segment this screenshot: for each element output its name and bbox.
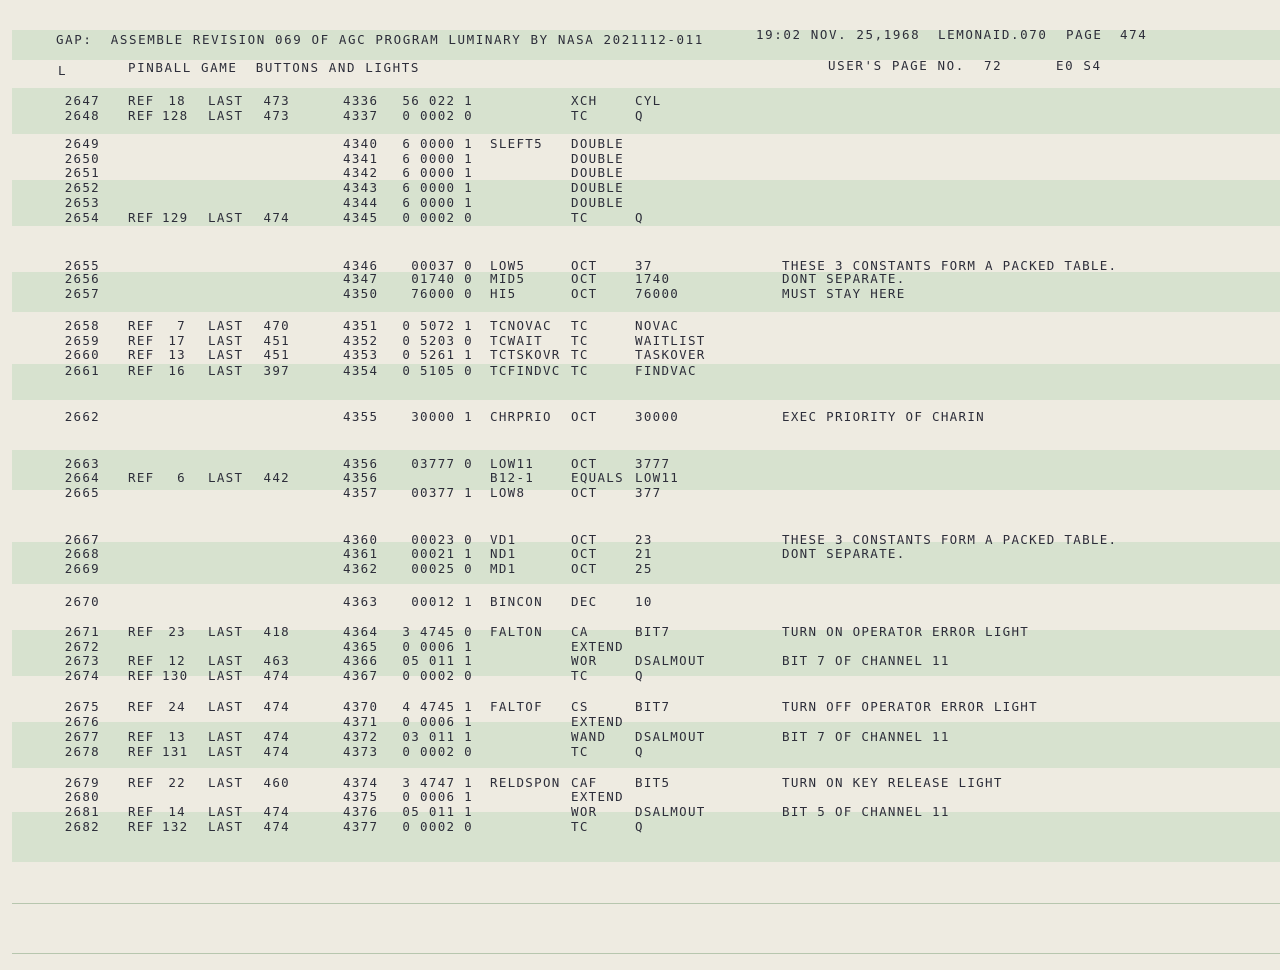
- last-page: 474: [263, 744, 290, 759]
- machine-code: 05 011 1: [402, 653, 473, 668]
- opcode: XCH: [571, 93, 598, 108]
- operand: LOW11: [635, 470, 680, 485]
- address: 4356: [343, 470, 379, 485]
- line-number: 2662: [64, 409, 100, 424]
- address: 4345: [343, 210, 379, 225]
- operand: 76000: [635, 286, 680, 301]
- ref-label: REF: [128, 804, 155, 819]
- listing-title: GAP: ASSEMBLE REVISION 069 OF AGC PROGRAM LUMINARY BY NASA 2021112-011: [56, 32, 704, 47]
- address: 4367: [343, 668, 379, 683]
- last-page: 442: [263, 470, 290, 485]
- symbol-label: RELDSPON: [490, 775, 561, 790]
- last-label: LAST: [208, 333, 244, 348]
- comment: BIT 7 OF CHANNEL 11: [782, 729, 950, 744]
- users-page-label: USER'S PAGE NO.: [828, 58, 965, 73]
- line-number: 2664: [64, 470, 100, 485]
- ref-number: 22: [168, 775, 186, 790]
- address: 4362: [343, 561, 379, 576]
- address: 4363: [343, 594, 379, 609]
- machine-code: 0 0002 0: [402, 819, 473, 834]
- machine-code: 76000 0: [411, 286, 473, 301]
- last-label: LAST: [208, 363, 244, 378]
- address: 4360: [343, 532, 379, 547]
- symbol-label: LOW5: [490, 258, 526, 273]
- address: 4342: [343, 165, 379, 180]
- ref-number: 23: [168, 624, 186, 639]
- ref-label: REF: [128, 624, 155, 639]
- last-label: LAST: [208, 819, 244, 834]
- operand: 25: [635, 561, 653, 576]
- machine-code: 00021 1: [411, 546, 473, 561]
- operand: WAITLIST: [635, 333, 706, 348]
- machine-code: 0 0006 1: [402, 789, 473, 804]
- address: 4376: [343, 804, 379, 819]
- operand: DSALMOUT: [635, 729, 706, 744]
- last-page: 470: [263, 318, 290, 333]
- ref-label: REF: [128, 108, 155, 123]
- ref-label: REF: [128, 210, 155, 225]
- symbol-label: ND1: [490, 546, 517, 561]
- paper-band: [12, 180, 1280, 226]
- last-label: LAST: [208, 624, 244, 639]
- line-number: 2671: [64, 624, 100, 639]
- opcode: EXTEND: [571, 639, 624, 654]
- opcode: OCT: [571, 409, 598, 424]
- ref-label: REF: [128, 668, 155, 683]
- line-number: 2665: [64, 485, 100, 500]
- opcode: DOUBLE: [571, 136, 624, 151]
- opcode: TC: [571, 108, 589, 123]
- address: 4365: [343, 639, 379, 654]
- last-page: 460: [263, 775, 290, 790]
- ref-number: 7: [177, 318, 186, 333]
- address: 4361: [343, 546, 379, 561]
- line-number: 2653: [64, 195, 100, 210]
- ref-number: 129: [162, 210, 189, 225]
- comment: TURN OFF OPERATOR ERROR LIGHT: [782, 699, 1038, 714]
- line-number: 2669: [64, 561, 100, 576]
- address: 4355: [343, 409, 379, 424]
- opcode: EXTEND: [571, 714, 624, 729]
- machine-code: 6 0000 1: [402, 165, 473, 180]
- opcode: TC: [571, 318, 589, 333]
- symbol-label: HI5: [490, 286, 517, 301]
- ref-number: 14: [168, 804, 186, 819]
- machine-code: 0 0006 1: [402, 639, 473, 654]
- line-number: 2675: [64, 699, 100, 714]
- last-label: LAST: [208, 210, 244, 225]
- line-number: 2648: [64, 108, 100, 123]
- operand: FINDVAC: [635, 363, 697, 378]
- comment: BIT 5 OF CHANNEL 11: [782, 804, 950, 819]
- last-page: 451: [263, 333, 290, 348]
- line-number: 2680: [64, 789, 100, 804]
- opcode: OCT: [571, 271, 598, 286]
- last-label: LAST: [208, 653, 244, 668]
- address: 4375: [343, 789, 379, 804]
- operand: DSALMOUT: [635, 653, 706, 668]
- last-page: 474: [263, 804, 290, 819]
- ref-label: REF: [128, 775, 155, 790]
- symbol-label: B12-1: [490, 470, 535, 485]
- machine-code: 0 0002 0: [402, 668, 473, 683]
- line-number: 2668: [64, 546, 100, 561]
- address: 4373: [343, 744, 379, 759]
- machine-code: 0 5203 0: [402, 333, 473, 348]
- machine-code: 6 0000 1: [402, 151, 473, 166]
- ref-number: 128: [162, 108, 189, 123]
- opcode: OCT: [571, 485, 598, 500]
- operand: 23: [635, 532, 653, 547]
- line-number: 2677: [64, 729, 100, 744]
- comment: BIT 7 OF CHANNEL 11: [782, 653, 950, 668]
- comment: DONT SEPARATE.: [782, 546, 906, 561]
- line-number: 2657: [64, 286, 100, 301]
- listing-id: LEMONAID.070: [938, 27, 1048, 42]
- last-page: 463: [263, 653, 290, 668]
- address: 4344: [343, 195, 379, 210]
- comment: TURN ON KEY RELEASE LIGHT: [782, 775, 1003, 790]
- operand: DSALMOUT: [635, 804, 706, 819]
- operand: Q: [635, 744, 644, 759]
- address: 4377: [343, 819, 379, 834]
- comment: DONT SEPARATE.: [782, 271, 906, 286]
- opcode: TC: [571, 819, 589, 834]
- ref-label: REF: [128, 653, 155, 668]
- ref-number: 6: [177, 470, 186, 485]
- address: 4353: [343, 347, 379, 362]
- ref-label: REF: [128, 729, 155, 744]
- machine-code: 6 0000 1: [402, 180, 473, 195]
- address: 4357: [343, 485, 379, 500]
- operand: Q: [635, 819, 644, 834]
- symbol-label: VD1: [490, 532, 517, 547]
- opcode: DOUBLE: [571, 165, 624, 180]
- machine-code: 3 4747 1: [402, 775, 473, 790]
- last-page: 474: [263, 668, 290, 683]
- last-page: 473: [263, 108, 290, 123]
- operand: 10: [635, 594, 653, 609]
- operand: 30000: [635, 409, 680, 424]
- symbol-label: FALTOF: [490, 699, 543, 714]
- operand: BIT5: [635, 775, 671, 790]
- line-number: 2651: [64, 165, 100, 180]
- operand: Q: [635, 668, 644, 683]
- ref-number: 16: [168, 363, 186, 378]
- ref-number: 17: [168, 333, 186, 348]
- last-page: 451: [263, 347, 290, 362]
- last-label: LAST: [208, 699, 244, 714]
- last-page: 397: [263, 363, 290, 378]
- operand: CYL: [635, 93, 662, 108]
- comment: TURN ON OPERATOR ERROR LIGHT: [782, 624, 1030, 639]
- address: 4346: [343, 258, 379, 273]
- address: 4354: [343, 363, 379, 378]
- address: 4340: [343, 136, 379, 151]
- line-number: 2655: [64, 258, 100, 273]
- users-page-number: 72: [984, 58, 1003, 73]
- machine-code: 03777 0: [411, 456, 473, 471]
- line-number: 2674: [64, 668, 100, 683]
- symbol-label: TCTSKOVR: [490, 347, 561, 362]
- machine-code: 00023 0: [411, 532, 473, 547]
- opcode: TC: [571, 668, 589, 683]
- opcode: TC: [571, 210, 589, 225]
- operand: 1740: [635, 271, 671, 286]
- comment: MUST STAY HERE: [782, 286, 906, 301]
- operand: TASKOVER: [635, 347, 706, 362]
- last-page: 418: [263, 624, 290, 639]
- address: 4356: [343, 456, 379, 471]
- last-page: 474: [263, 729, 290, 744]
- machine-code: 00025 0: [411, 561, 473, 576]
- line-number: 2679: [64, 775, 100, 790]
- line-number: 2678: [64, 744, 100, 759]
- address: 4352: [343, 333, 379, 348]
- ref-label: REF: [128, 93, 155, 108]
- address: 4350: [343, 286, 379, 301]
- column-l: L: [58, 63, 68, 78]
- line-number: 2667: [64, 532, 100, 547]
- ref-number: 13: [168, 347, 186, 362]
- ref-label: REF: [128, 819, 155, 834]
- machine-code: 0 0002 0: [402, 744, 473, 759]
- line-number: 2676: [64, 714, 100, 729]
- address: 4370: [343, 699, 379, 714]
- ref-label: REF: [128, 363, 155, 378]
- line-number: 2649: [64, 136, 100, 151]
- symbol-label: SLEFT5: [490, 136, 543, 151]
- address: 4371: [343, 714, 379, 729]
- ref-number: 130: [162, 668, 189, 683]
- opcode: WOR: [571, 804, 598, 819]
- machine-code: 6 0000 1: [402, 136, 473, 151]
- machine-code: 4 4745 1: [402, 699, 473, 714]
- opcode: DOUBLE: [571, 180, 624, 195]
- line-number: 2673: [64, 653, 100, 668]
- address: 4364: [343, 624, 379, 639]
- opcode: TC: [571, 347, 589, 362]
- comment: THESE 3 CONSTANTS FORM A PACKED TABLE.: [782, 532, 1118, 547]
- opcode: DOUBLE: [571, 151, 624, 166]
- eo-code: E0 S4: [1056, 58, 1102, 73]
- line-number: 2663: [64, 456, 100, 471]
- ref-label: REF: [128, 470, 155, 485]
- address: 4351: [343, 318, 379, 333]
- last-page: 474: [263, 699, 290, 714]
- symbol-label: LOW8: [490, 485, 526, 500]
- ref-number: 132: [162, 819, 189, 834]
- line-number: 2672: [64, 639, 100, 654]
- page-label: PAGE: [1066, 27, 1103, 42]
- ref-label: REF: [128, 347, 155, 362]
- listing-timestamp: 19:02 NOV. 25,1968: [756, 27, 921, 42]
- comment: THESE 3 CONSTANTS FORM A PACKED TABLE.: [782, 258, 1118, 273]
- machine-code: 3 4745 0: [402, 624, 473, 639]
- line-number: 2654: [64, 210, 100, 225]
- opcode: EXTEND: [571, 789, 624, 804]
- ref-number: 24: [168, 699, 186, 714]
- machine-code: 00377 1: [411, 485, 473, 500]
- machine-code: 6 0000 1: [402, 195, 473, 210]
- machine-code: 05 011 1: [402, 804, 473, 819]
- opcode: WOR: [571, 653, 598, 668]
- symbol-label: FALTON: [490, 624, 543, 639]
- machine-code: 30000 1: [411, 409, 473, 424]
- opcode: OCT: [571, 286, 598, 301]
- operand: Q: [635, 108, 644, 123]
- machine-code: 03 011 1: [402, 729, 473, 744]
- line-number: 2681: [64, 804, 100, 819]
- line-number: 2670: [64, 594, 100, 609]
- line-number: 2647: [64, 93, 100, 108]
- line-number: 2661: [64, 363, 100, 378]
- opcode: OCT: [571, 546, 598, 561]
- operand: 21: [635, 546, 653, 561]
- ref-number: 13: [168, 729, 186, 744]
- line-number: 2660: [64, 347, 100, 362]
- last-page: 474: [263, 819, 290, 834]
- last-label: LAST: [208, 93, 244, 108]
- page-number: 474: [1120, 27, 1148, 42]
- opcode: EQUALS: [571, 470, 624, 485]
- machine-code: 00037 0: [411, 258, 473, 273]
- address: 4336: [343, 93, 379, 108]
- opcode: OCT: [571, 561, 598, 576]
- symbol-label: TCWAIT: [490, 333, 543, 348]
- opcode: WAND: [571, 729, 607, 744]
- opcode: OCT: [571, 532, 598, 547]
- ref-label: REF: [128, 318, 155, 333]
- ref-label: REF: [128, 333, 155, 348]
- line-number: 2658: [64, 318, 100, 333]
- opcode: TC: [571, 363, 589, 378]
- address: 4337: [343, 108, 379, 123]
- line-number: 2682: [64, 819, 100, 834]
- last-label: LAST: [208, 347, 244, 362]
- operand: 3777: [635, 456, 671, 471]
- last-label: LAST: [208, 318, 244, 333]
- last-label: LAST: [208, 470, 244, 485]
- symbol-label: MID5: [490, 271, 526, 286]
- paper-rule: [12, 903, 1280, 904]
- opcode: TC: [571, 333, 589, 348]
- opcode: OCT: [571, 456, 598, 471]
- paper-rule: [12, 953, 1280, 954]
- opcode: CS: [571, 699, 589, 714]
- machine-code: 56 022 1: [402, 93, 473, 108]
- opcode: TC: [571, 744, 589, 759]
- machine-code: 0 5072 1: [402, 318, 473, 333]
- machine-code: 0 5261 1: [402, 347, 473, 362]
- opcode: DOUBLE: [571, 195, 624, 210]
- ref-label: REF: [128, 744, 155, 759]
- operand: Q: [635, 210, 644, 225]
- address: 4341: [343, 151, 379, 166]
- last-label: LAST: [208, 108, 244, 123]
- ref-number: 18: [168, 93, 186, 108]
- paper-band: [12, 812, 1280, 862]
- last-label: LAST: [208, 744, 244, 759]
- line-number: 2652: [64, 180, 100, 195]
- comment: EXEC PRIORITY OF CHARIN: [782, 409, 985, 424]
- machine-code: 0 0002 0: [402, 210, 473, 225]
- operand: NOVAC: [635, 318, 680, 333]
- symbol-label: MD1: [490, 561, 517, 576]
- line-number: 2650: [64, 151, 100, 166]
- symbol-label: LOW11: [490, 456, 535, 471]
- machine-code: 00012 1: [411, 594, 473, 609]
- symbol-label: TCFINDVC: [490, 363, 561, 378]
- address: 4374: [343, 775, 379, 790]
- symbol-label: CHRPRIO: [490, 409, 552, 424]
- address: 4343: [343, 180, 379, 195]
- address: 4366: [343, 653, 379, 668]
- ref-label: REF: [128, 699, 155, 714]
- symbol-label: TCNOVAC: [490, 318, 552, 333]
- operand: BIT7: [635, 699, 671, 714]
- last-label: LAST: [208, 775, 244, 790]
- last-page: 473: [263, 93, 290, 108]
- machine-code: 0 0002 0: [402, 108, 473, 123]
- line-number: 2659: [64, 333, 100, 348]
- last-label: LAST: [208, 668, 244, 683]
- opcode: DEC: [571, 594, 598, 609]
- line-number: 2656: [64, 271, 100, 286]
- machine-code: 01740 0: [411, 271, 473, 286]
- address: 4372: [343, 729, 379, 744]
- listing-subtitle: PINBALL GAME BUTTONS AND LIGHTS: [128, 60, 421, 75]
- last-label: LAST: [208, 729, 244, 744]
- operand: 37: [635, 258, 653, 273]
- opcode: OCT: [571, 258, 598, 273]
- operand: BIT7: [635, 624, 671, 639]
- last-label: LAST: [208, 804, 244, 819]
- machine-code: 0 5105 0: [402, 363, 473, 378]
- ref-number: 12: [168, 653, 186, 668]
- symbol-label: BINCON: [490, 594, 543, 609]
- ref-number: 131: [162, 744, 189, 759]
- machine-code: 0 0006 1: [402, 714, 473, 729]
- opcode: CA: [571, 624, 589, 639]
- opcode: CAF: [571, 775, 598, 790]
- operand: 377: [635, 485, 662, 500]
- address: 4347: [343, 271, 379, 286]
- last-page: 474: [263, 210, 290, 225]
